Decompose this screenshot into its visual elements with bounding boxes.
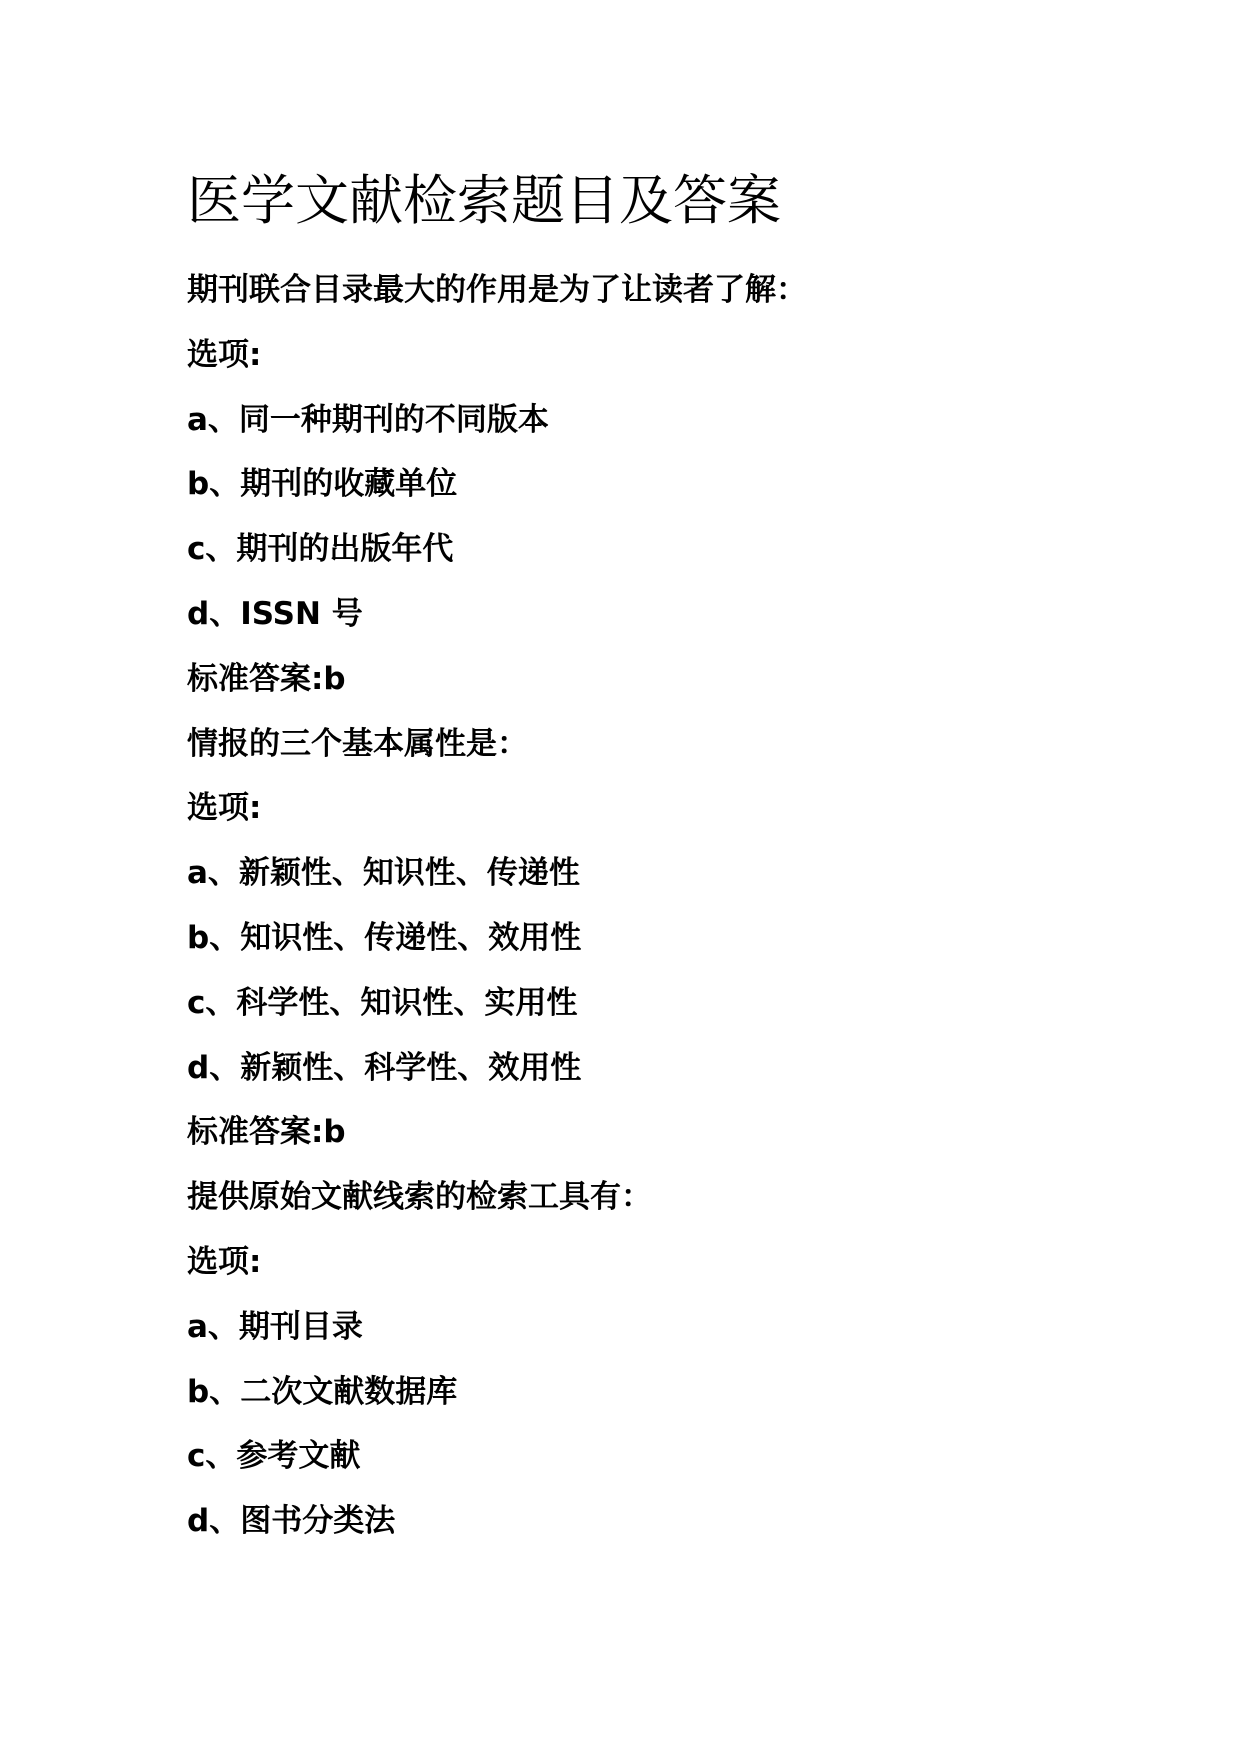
question-1 (187, 258, 1187, 712)
option-a: a、新颖性、知识性、传递性 (187, 855, 580, 892)
option-d: d、新颖性、科学性、效用性 (187, 1049, 582, 1086)
question-list (187, 258, 1187, 1554)
question-3 (187, 1165, 1187, 1554)
standard-answer: 标准答案:b (187, 1114, 346, 1151)
option-b: b、二次文献数据库 (187, 1373, 458, 1410)
options-label: 选项: (187, 1243, 262, 1280)
option-d: d、ISSN 号 (187, 595, 363, 632)
option-a: a、期刊目录 (187, 1308, 363, 1345)
options-label: 选项: (187, 790, 262, 827)
question-2 (187, 712, 1187, 1166)
page-title: 医学文献检索题目及答案 (187, 169, 781, 232)
option-b: b、期刊的收藏单位 (187, 466, 458, 503)
options-label: 选项: (187, 336, 262, 373)
standard-answer: 标准答案:b (187, 660, 346, 697)
option-c: c、参考文献 (187, 1438, 361, 1475)
option-a: a、同一种期刊的不同版本 (187, 401, 549, 438)
option-c: c、期刊的出版年代 (187, 531, 454, 568)
option-c: c、科学性、知识性、实用性 (187, 984, 578, 1021)
option-b: b、知识性、传递性、效用性 (187, 919, 582, 956)
question-stem: 提供原始文献线索的检索工具有： (187, 1179, 652, 1216)
question-stem: 期刊联合目录最大的作用是为了让读者了解： (187, 272, 807, 308)
question-stem: 情报的三个基本属性是： (187, 725, 528, 762)
option-d: d、图书分类法 (187, 1503, 396, 1540)
